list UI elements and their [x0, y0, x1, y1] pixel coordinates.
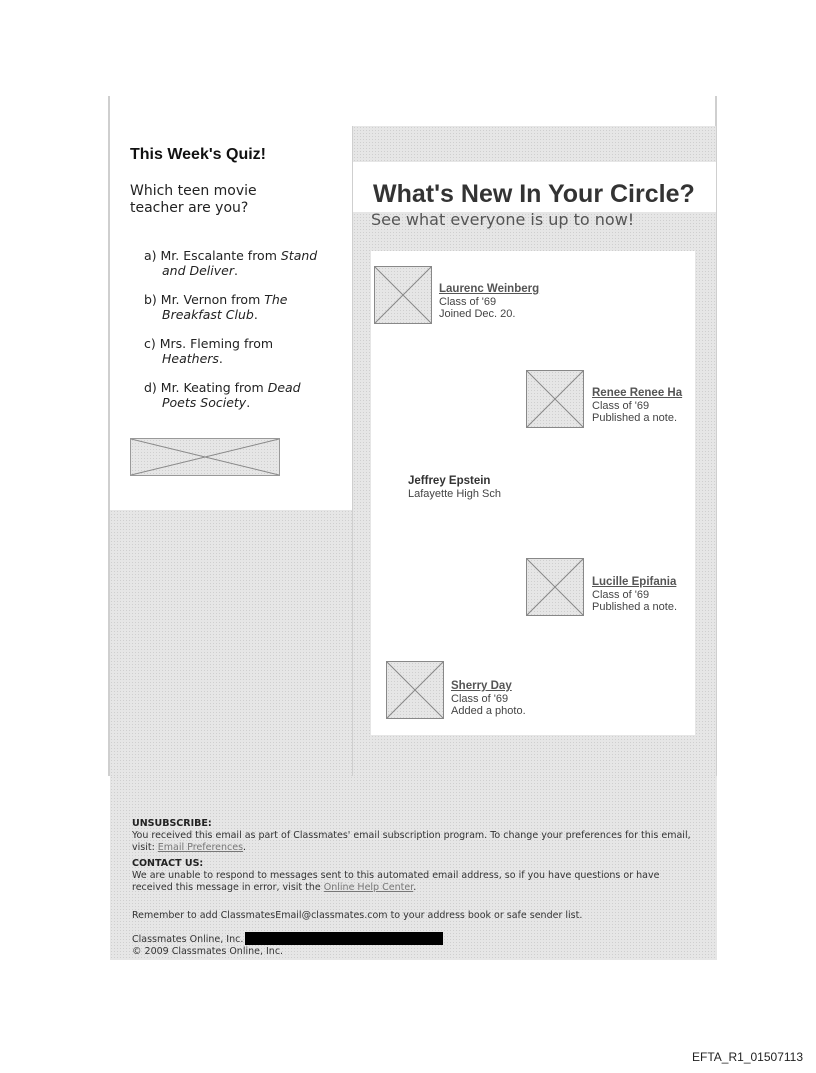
contact-heading: CONTACT US:	[132, 858, 204, 869]
quiz-option-movie: Stand	[280, 248, 318, 263]
feed-entry	[439, 283, 539, 321]
quiz-question: Which teen movie teacher are you?	[130, 183, 257, 216]
profile-photo-placeholder-icon[interactable]	[374, 266, 432, 324]
unsubscribe-section: UNSUBSCRIBE: You received this email as part of Classmates' email subscription program. To change your preferences for this email, visit: Email Preferences.	[132, 818, 702, 854]
quiz-option-a[interactable]: a) Mr. Escalante from Stand and Deliver.	[144, 248, 318, 278]
member-name-link[interactable]: Renee Renee Ha	[592, 387, 683, 399]
circle-column	[352, 126, 716, 776]
member-name-link[interactable]: Laurenc Weinberg	[439, 283, 540, 295]
circle-subtitle: See what everyone is up to now!	[371, 210, 635, 229]
quiz-options	[144, 248, 344, 424]
feed-entry	[451, 680, 526, 718]
quiz-option-movie: Heathers	[162, 351, 219, 366]
quiz-option-c[interactable]: c) Mrs. Fleming from Heathers.	[144, 336, 274, 366]
quiz-option-d[interactable]: d) Mr. Keating from Dead Poets Society.	[144, 380, 301, 410]
contact-section: CONTACT US: We are unable to respond to messages sent to this automated email address, so if you have questions or have received this message in error, visit the Online Help Center.	[132, 858, 702, 894]
member-class: Class of '69	[592, 588, 650, 601]
activity-feed	[371, 251, 695, 735]
safe-sender-note: Remember to add ClassmatesEmail@classmates.com to your address book or safe sender list.	[132, 910, 583, 921]
quiz-option-b[interactable]: b) Mr. Vernon from The Breakfast Club.	[144, 292, 288, 322]
member-activity: Published a note.	[592, 601, 678, 613]
member-activity: Added a photo.	[451, 705, 526, 717]
member-activity: Joined Dec. 20.	[439, 308, 516, 320]
unsubscribe-heading: UNSUBSCRIBE:	[132, 818, 212, 829]
left-spacer	[110, 510, 352, 776]
quiz-option-movie: The	[264, 292, 288, 307]
quiz-title: This Week's Quiz!	[130, 146, 266, 163]
feed-entry	[592, 387, 682, 425]
copyright: © 2009 Classmates Online, Inc.	[132, 946, 284, 957]
online-help-center-link[interactable]: Online Help Center	[323, 882, 414, 893]
company-info	[132, 932, 702, 958]
email-body	[108, 96, 717, 960]
profile-photo-placeholder-icon[interactable]	[526, 370, 584, 428]
member-name: Jeffrey Epstein	[408, 475, 491, 487]
quiz-option-movie: Breakfast Club	[162, 307, 254, 322]
email-preferences-link[interactable]: Email Preferences	[157, 842, 244, 853]
quiz-option-movie: Dead	[267, 380, 301, 395]
circle-title: What's New In Your Circle?	[373, 180, 695, 208]
email-footer	[110, 776, 717, 960]
contact-text: We are unable to respond to messages sent to this automated email address, so if you have questions or have received this message in error, visit the	[132, 870, 660, 893]
member-name-link[interactable]: Lucille Epifania	[592, 576, 677, 588]
unsubscribe-text: You received this email as part of Classmates' email subscription program. To change your preferences for this email, visit:	[132, 830, 691, 853]
quiz-option-text: c) Mrs. Fleming from	[144, 336, 274, 351]
quiz-option-movie: Poets Society	[162, 395, 247, 410]
member-class: Class of '69	[439, 295, 497, 308]
feed-entry	[592, 576, 677, 614]
image-placeholder-icon[interactable]	[130, 438, 280, 476]
quiz-panel	[110, 126, 352, 510]
redaction-bar	[245, 932, 443, 945]
profile-photo-placeholder-icon[interactable]	[386, 661, 444, 719]
member-class: Class of '69	[592, 399, 650, 412]
quiz-option-movie: and Deliver	[162, 263, 234, 278]
quiz-option-text: a) Mr. Escalante from	[144, 248, 281, 263]
member-activity: Published a note.	[592, 412, 678, 424]
feed-entry	[408, 475, 501, 500]
company-name: Classmates Online, Inc.	[132, 934, 244, 945]
member-name-link[interactable]: Sherry Day	[451, 680, 512, 692]
member-class: Class of '69	[451, 692, 509, 705]
quiz-option-text: d) Mr. Keating from	[144, 380, 268, 395]
document-id: EFTA_R1_01507113	[692, 1050, 803, 1064]
quiz-option-text: b) Mr. Vernon from	[144, 292, 265, 307]
profile-photo-placeholder-icon[interactable]	[526, 558, 584, 616]
member-school: Lafayette High Sch	[408, 487, 501, 500]
